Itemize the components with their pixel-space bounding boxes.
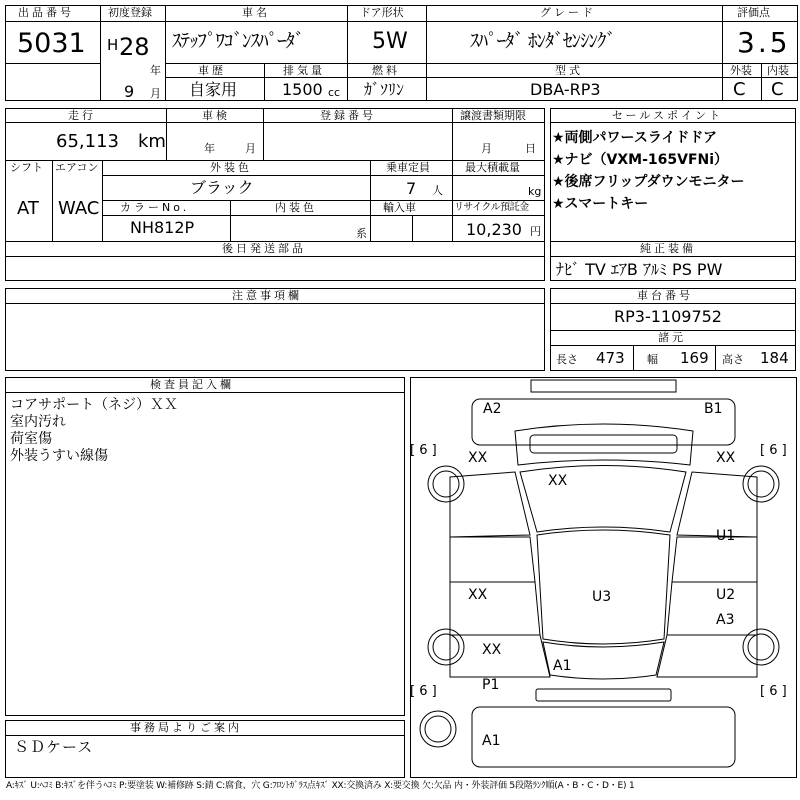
capacity-label: 乗車定員 [386,161,430,174]
lot-no-label: 出品番号 [18,6,74,19]
interior-grade: C [771,79,784,100]
sales-point: ★後席フリップダウンモニター [552,174,745,190]
transfer-label: 譲渡書類期限 [460,109,526,122]
recycle-label: リサイクル預託金 [454,202,529,213]
shift-label: シフト [10,161,43,174]
history-label: 車歴 [198,64,226,77]
length-value: 473 [596,349,625,367]
sales-point: ★スマートキー [552,196,649,212]
damage-mark: U2 [716,587,736,603]
exterior-label: 外装 [730,64,752,77]
damage-mark: XX [482,642,502,658]
plate-label: 登録番号 [320,109,376,122]
inspector-note: 荷室傷 [10,431,52,447]
damage-mark: P1 [482,677,500,693]
int-color-label: 内装色 [275,201,317,214]
damage-mark: A1 [553,658,572,674]
grade-label: グレード [540,6,596,19]
legend-text: A:ｷｽﾞ U:ﾍｺﾐ B:ｷｽﾞを伴うﾍｺﾐ P:要塗装 W:補修跡 S:錆 C:腐食、穴 G:ﾌﾛﾝﾄｶﾞﾗｽ点ｷｽﾞ XX:交換済み X:要交換 欠:欠品 内・外装評価 5段階ﾗﾝｸ順(A・B・C・D・E) 1 [6,781,635,791]
fuel-value: ｶﾞｿﾘﾝ [364,80,405,99]
damage-mark: B1 [704,401,723,417]
displacement-unit: cc [328,86,341,99]
tire-label: [ 6 ] [410,443,437,458]
color-no-value: NH812P [130,218,195,237]
height-label: 高さ [722,353,744,366]
year-unit: 年 [150,64,161,77]
inspector-label: 検査員記入欄 [150,378,234,391]
model-value: DBA-RP3 [530,80,601,99]
transfer-month-unit: 月 [481,142,492,155]
damage-mark: XX [716,450,736,466]
sales-point: ★ナビ（VXM-165VFNi） [552,152,729,168]
dims-label: 諸元 [658,331,686,344]
lot-no-value: 5031 [17,28,86,59]
color-value: ブラック [190,178,254,197]
oem-value: ﾅﾋﾞ TV ｴｱB ｱﾙﾐ PS PW [556,260,723,279]
history-value: 自家用 [189,80,238,99]
score-value: 3.5 [737,26,791,59]
damage-mark: XX [468,450,488,466]
inspection-month-unit: 月 [245,142,256,155]
recycle-unit: 円 [530,225,541,238]
damage-mark: A2 [483,401,502,417]
displacement-label: 排気量 [283,64,325,77]
color-label: 外装色 [210,161,252,174]
office-label: 事務局よりご案内 [130,721,242,734]
transfer-day-unit: 日 [525,142,536,155]
displacement-value: 1500 [282,80,323,99]
car-name-label: 車名 [242,6,270,19]
mileage-unit: km [138,131,166,152]
office-value: ＳＤケース [14,738,94,756]
inspection-label: 車検 [202,109,230,122]
chassis-value: RP3-1109752 [614,307,722,326]
car-diagram [410,377,797,778]
width-label: 幅 [647,353,658,366]
interior-label: 内装 [767,64,789,77]
recycle-value: 10,230 [466,220,522,239]
first-reg-label: 初度登録 [108,6,152,19]
sales-point: ★両側パワースライドドア [552,130,718,146]
chassis-label: 車台番号 [637,289,693,302]
damage-mark: U3 [592,589,612,605]
tire-label: [ 6 ] [760,443,787,458]
inspection-year-unit: 年 [204,142,215,155]
caution-label: 注意事項欄 [232,289,302,302]
exterior-grade: C [733,79,746,100]
ac-label: エアコン [55,161,99,174]
mileage-label: 走行 [68,109,96,122]
sales-label: セールスポイント [612,109,724,122]
grade-value: ｽﾊﾟｰﾀﾞ ﾎﾝﾀﾞｾﾝｼﾝｸﾞ [470,30,616,52]
shift-value: AT [17,198,39,219]
inspector-note: 外装うすい線傷 [10,448,108,464]
inspector-note: コアサポート（ネジ）ＸＸ [10,397,178,413]
year-value: 28 [119,33,150,61]
era-value: H [107,36,119,54]
oem-label: 純正装備 [640,242,696,255]
month-unit: 月 [150,87,161,100]
mileage-value: 65,113 [56,131,119,152]
model-label: 型式 [555,64,583,77]
color-no-label: カラーNo. [120,201,190,214]
damage-mark: XX [468,587,488,603]
doors-value: 5W [372,29,408,54]
damage-mark: A1 [482,733,501,749]
import-label: 輸入車 [383,201,416,214]
doors-label: ドア形状 [360,6,404,19]
tire-label: [ 6 ] [410,684,437,699]
inspector-note: 室内汚れ [10,414,66,430]
later-parts-label: 後日発送部品 [222,242,306,255]
car-name-value: ｽﾃｯﾌﾟﾜｺﾞﾝｽﾊﾟｰﾀﾞ [172,30,304,52]
width-value: 169 [680,349,709,367]
height-value: 184 [760,349,789,367]
fuel-label: 燃料 [372,64,400,77]
damage-mark: A3 [716,612,735,628]
tire-label: [ 6 ] [760,684,787,699]
damage-mark: XX [548,473,568,489]
length-label: 長さ [556,353,578,366]
capacity-unit: 人 [432,184,443,197]
month-value: 9 [124,82,135,101]
damage-mark: U1 [716,528,736,544]
score-label: 評価点 [737,6,770,19]
ac-value: WAC [58,198,100,219]
capacity-value: 7 [406,179,417,198]
load-label: 最大積載量 [465,161,520,174]
load-unit: kg [528,185,542,198]
int-color-unit: 系 [356,227,367,240]
